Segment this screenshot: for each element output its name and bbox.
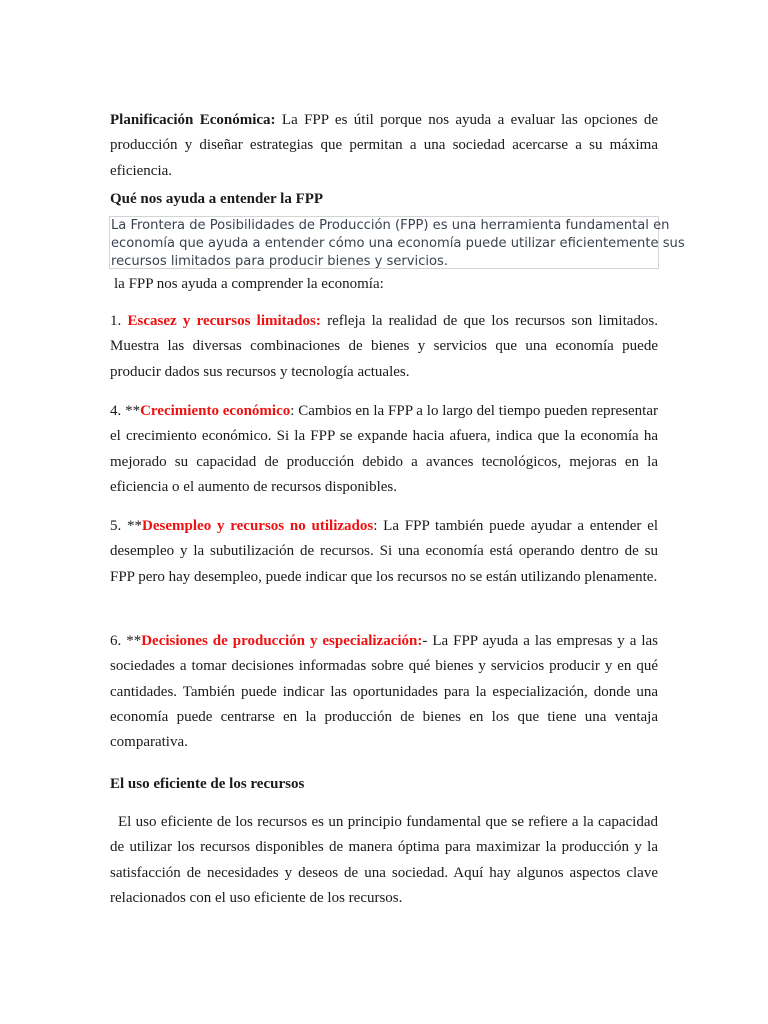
planning-paragraph <box>110 108 658 184</box>
item-prefix: 5. ** <box>110 518 143 534</box>
highlight-line-3: recursos limitados para producir bienes y servicios. <box>111 254 449 269</box>
planning-text: La FPP es útil porque nos ayuda a evaluar las opciones de producción y diseñar estrategias que permitan a una sociedad acercarse a su máxima eficiencia. <box>110 112 659 179</box>
item-text: refleja la realidad de que los recursos son limitados. Muestra las diversas combinaciones de bienes y servicios que una economía puede producir dados sus recursos y tecnología actuales. <box>110 313 659 380</box>
item-prefix: 6. ** <box>110 633 142 649</box>
list-item <box>110 629 658 755</box>
item-prefix: 4. ** <box>110 403 141 419</box>
item-text: : La FPP también puede ayudar a entender el desempleo y la subutilización de recursos. Si una economía está operando dentro de su FPP pero hay desempleo, puede indicar que los recursos no se están utilizando plenamente. <box>110 518 659 585</box>
intro-line: la FPP nos ayuda a comprender la economía: <box>114 276 384 292</box>
item-title: Crecimiento económico <box>140 403 291 419</box>
heading-fpp: Qué nos ayuda a entender la FPP <box>110 191 324 207</box>
highlight-line-1: La Frontera de Posibilidades de Producción (FPP) es una herramienta fundamental en <box>111 218 670 233</box>
list-item <box>110 399 658 500</box>
list-item <box>110 514 658 590</box>
heading-efficient-use: El uso eficiente de los recursos <box>110 776 305 792</box>
planning-label: Planificación Económica: <box>110 112 276 128</box>
item-text: - La FPP ayuda a las empresas y a las sociedades a tomar decisiones informadas sobre qué bienes y servicios producir y en qué cantidades. También puede indicar las oportunidades para la especialización, donde una economía puede centrarse en la producción de bienes en los que tiene una ventaja comparativa. <box>110 633 659 751</box>
efficient-use-text: El uso eficiente de los recursos es un principio fundamental que se refiere a la capacidad de utilizar los recursos disponibles de manera óptima para maximizar la producción y la satisfacción de necesidades y deseos de una sociedad. Aquí hay algunos aspectos clave relacionados con el uso eficiente de los recursos. <box>110 814 658 906</box>
item-text: : Cambios en la FPP a lo largo del tiempo pueden representar el crecimiento económico. Si la FPP se expande hacia afuera, indica que la economía ha mejorado su capacidad de producción debido a avances tecnológicos, mejoras en la eficiencia o el aumento de recursos disponibles. <box>110 403 659 495</box>
item-prefix: 1. <box>110 313 128 329</box>
item-title: Decisiones de producción y especialización: <box>141 633 423 649</box>
highlighted-text-box <box>109 216 685 269</box>
item-title: Desempleo y recursos no utilizados <box>142 518 374 534</box>
item-title: Escasez y recursos limitados: <box>127 313 321 329</box>
list-item <box>110 309 658 385</box>
efficient-use-paragraph <box>110 810 658 911</box>
highlight-line-2: economía que ayuda a entender cómo una economía puede utilizar eficientemente sus <box>111 236 685 251</box>
